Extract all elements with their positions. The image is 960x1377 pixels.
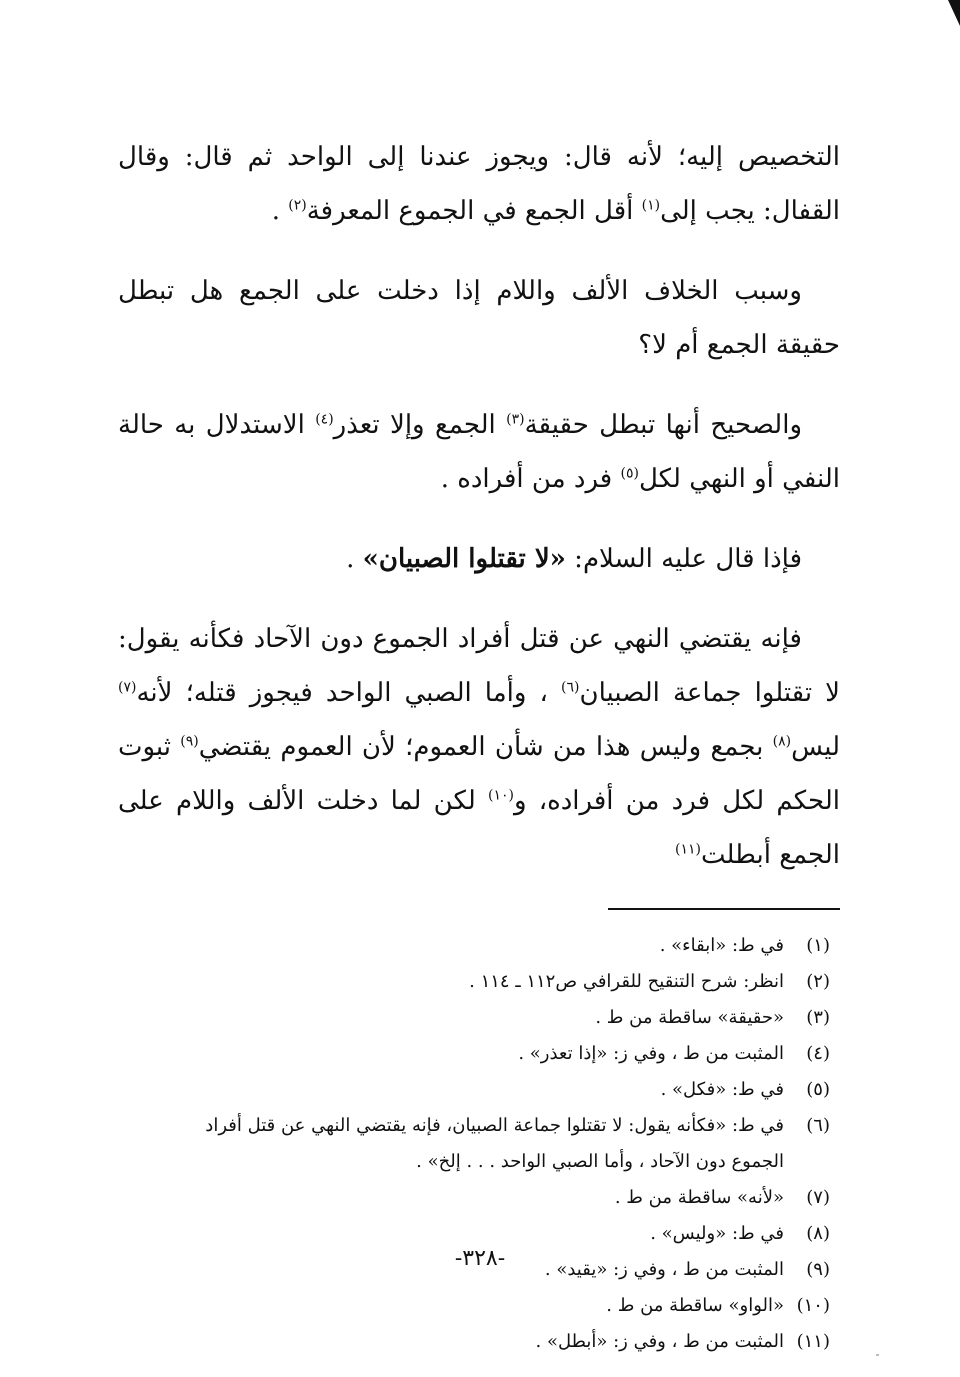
footnote-item [118, 1108, 830, 1180]
book-page [118, 130, 840, 1360]
paragraph-2 [118, 264, 840, 372]
footnote-text: في ط: «ابقاء» . [659, 935, 784, 956]
footnote-text: في ط: «فكل» . [660, 1079, 784, 1100]
footnote-ref-8: (٨) [772, 733, 792, 750]
text-run: فإنه يقتضي النهي عن قتل أفراد الجموع دون الآحاد فكأنه يقول: لا تقتلوا جماعة الصبيان [118, 624, 840, 708]
footnote-ref-7: (٧) [118, 679, 137, 696]
footnote-ref-4: (٤) [315, 411, 334, 428]
footnote-text: في ط: «وليس» . [650, 1223, 784, 1244]
text-run: . [346, 544, 363, 574]
text-run: وسبب الخلاف الألف واللام إذا دخلت على الجمع هل تبطل حقيقة الجمع أم لا؟ [118, 276, 840, 360]
text-run: فإذا قال عليه السلام: [565, 544, 802, 574]
paragraph-5 [118, 612, 840, 882]
main-text [118, 130, 840, 882]
footnote-number: (٧) [806, 1187, 830, 1208]
text-run: الجمع وإلا تعذر [333, 410, 507, 440]
footnote-number: (٤) [806, 1043, 830, 1064]
text-run: ليس [791, 732, 840, 762]
footnote-number: (١١) [796, 1331, 830, 1352]
footnote-number: (١) [806, 935, 830, 956]
footnote-number: (١٠) [796, 1295, 830, 1316]
footnote-number: (٢) [806, 971, 830, 992]
footnote-item [118, 1180, 830, 1216]
text-run: الاستدلال به حالة النفي أو النهي لكل [118, 410, 840, 494]
footnote-text: المثبت من ط ، وفي ز: «أبطل» . [535, 1331, 784, 1352]
footnote-text: «لأنه» ساقطة من ط . [614, 1187, 784, 1208]
paragraph-1 [118, 130, 840, 238]
footnote-ref-9: (٩) [180, 733, 199, 750]
footnote-item [118, 1000, 830, 1036]
footnote-text: المثبت من ط ، وفي ز: «إذا تعذر» . [518, 1043, 784, 1064]
footnote-ref-5: (٥) [620, 465, 639, 482]
text-run: التخصيص إليه؛ لأنه قال: ويجوز عندنا إلى الواحد ثم قال: وقال القفال: يجب إلى [118, 142, 840, 226]
footnote-ref-1: (١) [641, 197, 661, 214]
footnote-text-continued: الجموع دون الآحاد ، وأما الصبي الواحد . . . إلخ» . [416, 1151, 784, 1172]
footnote-item [118, 1072, 830, 1108]
footnote-ref-11: (١١) [675, 841, 701, 858]
footnote-ref-2: (٢) [288, 197, 307, 214]
footnote-number: (٩) [806, 1259, 830, 1280]
text-run: ، وأما الصبي الواحد فيجوز قتله؛ لأنه [136, 678, 562, 708]
scan-speck [876, 1354, 879, 1356]
text-run: فرد من أفراده . [440, 464, 621, 494]
footnote-divider [608, 908, 840, 910]
footnote-text: انظر: شرح التنقيح للقرافي ص١١٢ ـ ١١٤ . [469, 971, 784, 992]
footnote-item [118, 928, 830, 964]
text-run: أقل الجمع في الجموع المعرفة [306, 196, 642, 226]
hadith-quote: «لا تقتلوا الصبيان» [362, 544, 566, 574]
text-run: ثبوت الحكم لكل فرد من أفراده، و [118, 732, 840, 816]
footnote-number: (٨) [806, 1223, 830, 1244]
footnote-item [118, 1288, 830, 1324]
footnotes [118, 928, 840, 1360]
footnote-number: (٥) [806, 1079, 830, 1100]
page-number: -٣٢٨- [454, 1246, 506, 1271]
footnote-ref-6: (٦) [561, 679, 580, 696]
footnote-number: (٣) [806, 1007, 830, 1028]
paragraph-3 [118, 398, 840, 506]
footnote-item [118, 964, 830, 1000]
footnote-item [118, 1324, 830, 1360]
paragraph-4 [118, 532, 840, 586]
text-run: . [271, 196, 289, 226]
footnote-ref-10: (١٠) [487, 787, 514, 804]
footnote-item [118, 1036, 830, 1072]
footnote-text: المثبت من ط ، وفي ز: «يقيد» . [544, 1259, 784, 1280]
text-run: والصحيح أنها تبطل حقيقة [524, 410, 802, 440]
footnote-text: في ط: «فكأنه يقول: لا تقتلوا جماعة الصبيان، فإنه يقتضي النهي عن قتل أفراد [205, 1115, 784, 1136]
footnote-ref-3: (٣) [506, 411, 525, 428]
footnote-text: «حقيقة» ساقطة من ط . [595, 1007, 784, 1028]
footnote-number: (٦) [806, 1115, 830, 1136]
footnote-text: «الواو» ساقطة من ط . [606, 1295, 784, 1316]
page-corner-mark [948, 0, 960, 26]
text-run: بجمع وليس هذا من شأن العموم؛ لأن العموم يقتضي [198, 732, 773, 762]
text-run: لكن لما دخلت الألف واللام على الجمع أبطلت [118, 786, 840, 870]
